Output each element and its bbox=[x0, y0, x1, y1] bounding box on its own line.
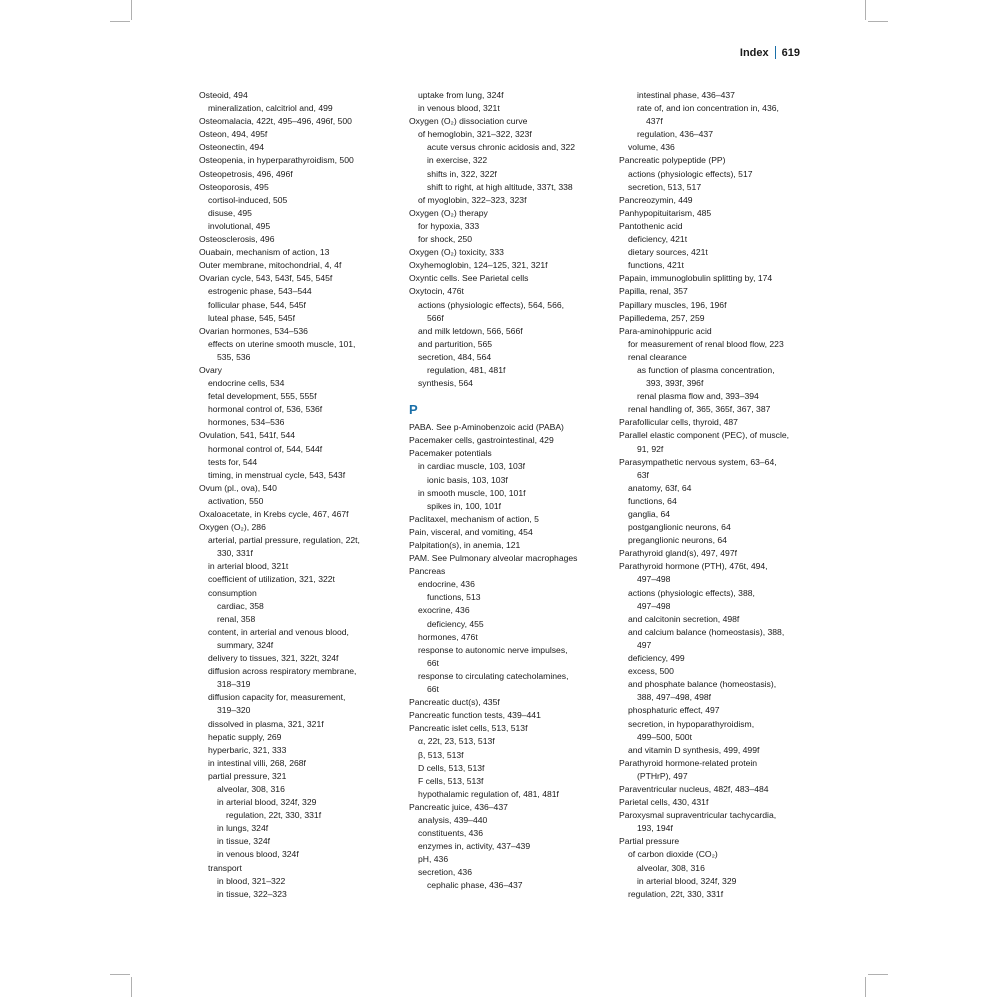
index-entry: PABA. See p-Aminobenzoic acid (PABA) bbox=[409, 422, 564, 433]
index-subentry: 319–320 bbox=[217, 705, 251, 716]
index-entry: Para-aminohippuric acid bbox=[619, 325, 712, 336]
index-subentry: in arterial blood, 321t bbox=[208, 561, 289, 572]
index-entry: Oxygen (O₂) toxicity, 333 bbox=[409, 247, 504, 258]
header-divider bbox=[775, 46, 776, 59]
index-subentry: and calcium balance (homeostasis), 388, bbox=[628, 626, 785, 637]
index-subentry: uptake from lung, 324f bbox=[418, 90, 504, 100]
index-subentry: for shock, 250 bbox=[418, 234, 472, 245]
index-entry: Parathyroid hormone (PTH), 476t, 494, bbox=[619, 561, 768, 572]
index-entry: Palpitation(s), in anemia, 121 bbox=[409, 540, 521, 550]
index-entry: Osteomalacia, 422t, 495–496, 496f, 500 bbox=[199, 116, 352, 127]
index-subentry: synthesis, 564 bbox=[418, 378, 473, 389]
index-entry: Oxyhemoglobin, 124–125, 321, 321f bbox=[409, 260, 548, 271]
crop-mark bbox=[865, 0, 866, 20]
index-subentry: 193, 194f bbox=[637, 823, 673, 834]
index-entry: Oxyntic cells. See Parietal cells bbox=[409, 273, 529, 284]
index-entry: Parafollicular cells, thyroid, 487 bbox=[619, 417, 738, 428]
index-subentry: ganglia, 64 bbox=[628, 509, 671, 519]
index-subentry: response to autonomic nerve impulses, bbox=[418, 644, 568, 655]
index-subentry: in exercise, 322 bbox=[427, 155, 488, 166]
index-subentry: in venous blood, 321t bbox=[418, 103, 500, 114]
index-entry: Osteopenia, in hyperparathyroidism, 500 bbox=[199, 155, 354, 166]
index-subentry: pH, 436 bbox=[418, 854, 449, 865]
index-subentry: estrogenic phase, 543–544 bbox=[208, 286, 312, 297]
index-subentry: cephalic phase, 436–437 bbox=[427, 880, 523, 891]
index-entry: Oxygen (O₂) dissociation curve bbox=[409, 116, 528, 127]
index-entry: Parathyroid gland(s), 497, 497f bbox=[619, 548, 737, 559]
index-subentry: 318–319 bbox=[217, 679, 251, 690]
index-column-1 bbox=[199, 89, 394, 901]
index-entry: Papilledema, 257, 259 bbox=[619, 312, 705, 323]
index-subentry: disuse, 495 bbox=[208, 207, 252, 218]
index-subentry: for measurement of renal blood flow, 223 bbox=[628, 338, 784, 349]
index-subentry: functions, 513 bbox=[427, 592, 481, 603]
index-subentry: shift to right, at high altitude, 337t, 338 bbox=[427, 181, 573, 192]
index-subentry: functions, 421t bbox=[628, 260, 684, 271]
index-entry: Oxygen (O₂) therapy bbox=[409, 207, 488, 218]
index-subentry: renal handling of, 365, 365f, 367, 387 bbox=[628, 404, 771, 415]
index-subentry: regulation, 481, 481f bbox=[427, 364, 506, 375]
index-subentry: timing, in menstrual cycle, 543, 543f bbox=[208, 469, 346, 480]
index-subentry: secretion, 436 bbox=[418, 867, 472, 878]
index-subentry: in tissue, 324f bbox=[217, 836, 271, 847]
index-subentry: 91, 92f bbox=[637, 443, 664, 454]
crop-mark bbox=[110, 21, 130, 22]
index-entry: Parasympathetic nervous system, 63–64, bbox=[619, 456, 777, 467]
index-subentry: D cells, 513, 513f bbox=[418, 762, 485, 773]
index-entry: PAM. See Pulmonary alveolar macrophages bbox=[409, 553, 578, 564]
index-subentry: tests for, 544 bbox=[208, 456, 258, 467]
index-subentry: hormonal control of, 536, 536f bbox=[208, 404, 323, 415]
index-column-2 bbox=[409, 89, 604, 893]
index-entry: Osteopetrosis, 496, 496f bbox=[199, 168, 293, 179]
index-subentry: in smooth muscle, 100, 101f bbox=[418, 487, 526, 498]
index-entry: Pancreatic juice, 436–437 bbox=[409, 801, 508, 812]
section-letter: P bbox=[409, 402, 418, 418]
index-entry: Pancreatic function tests, 439–441 bbox=[409, 710, 541, 721]
index-subentry: β, 513, 513f bbox=[418, 749, 464, 760]
index-entry: Papillary muscles, 196, 196f bbox=[619, 299, 727, 310]
index-entry: Ovarian hormones, 534–536 bbox=[199, 325, 308, 336]
index-entry: Osteoporosis, 495 bbox=[199, 181, 269, 192]
index-subentry: 330, 331f bbox=[217, 548, 253, 559]
index-subentry: hormones, 534–536 bbox=[208, 417, 285, 428]
index-subentry: and parturition, 565 bbox=[418, 338, 493, 349]
index-subentry: cortisol-induced, 505 bbox=[208, 194, 288, 205]
index-subentry: (PTHrP), 497 bbox=[637, 770, 688, 781]
index-subentry: 66t bbox=[427, 684, 439, 695]
index-entry: Pantothenic acid bbox=[619, 220, 683, 231]
index-subentry: phosphaturic effect, 497 bbox=[628, 705, 720, 716]
index-subentry: activation, 550 bbox=[208, 495, 264, 506]
index-subentry: 63f bbox=[637, 469, 649, 480]
index-subentry: analysis, 439–440 bbox=[418, 814, 488, 825]
index-subentry: actions (physiologic effects), 564, 566, bbox=[418, 299, 565, 310]
index-subentry: α, 22t, 23, 513, 513f bbox=[418, 736, 495, 747]
index-subentry: actions (physiologic effects), 388, bbox=[628, 587, 755, 598]
index-subentry: in intestinal villi, 268, 268f bbox=[208, 757, 306, 768]
index-subentry: renal, 358 bbox=[217, 613, 256, 624]
index-subentry: deficiency, 499 bbox=[628, 653, 685, 664]
index-entry: Outer membrane, mitochondrial, 4, 4f bbox=[199, 260, 342, 271]
index-entry: Pancreatic islet cells, 513, 513f bbox=[409, 723, 528, 734]
index-entry: Osteon, 494, 495f bbox=[199, 129, 268, 140]
index-entry: Panhypopituitarism, 485 bbox=[619, 207, 712, 218]
index-subentry: as function of plasma concentration, bbox=[637, 364, 775, 375]
index-subentry: hypothalamic regulation of, 481, 481f bbox=[418, 788, 559, 799]
index-subentry: renal clearance bbox=[628, 351, 687, 362]
index-entry: Ovum (pl., ova), 540 bbox=[199, 482, 277, 493]
index-subentry: coefficient of utilization, 321, 322t bbox=[208, 574, 335, 585]
index-subentry: deficiency, 421t bbox=[628, 234, 688, 245]
index-subentry: endocrine cells, 534 bbox=[208, 378, 285, 389]
index-column-3 bbox=[619, 89, 814, 901]
index-entry: Paclitaxel, mechanism of action, 5 bbox=[409, 513, 539, 524]
index-entry: Ouabain, mechanism of action, 13 bbox=[199, 247, 330, 258]
index-subentry: of myoglobin, 322–323, 323f bbox=[418, 194, 527, 205]
index-subentry: diffusion across respiratory membrane, bbox=[208, 666, 357, 677]
index-entry: Papain, immunoglobulin splitting by, 174 bbox=[619, 273, 773, 284]
page-number: 619 bbox=[781, 46, 800, 59]
index-subentry: 499–500, 500t bbox=[637, 731, 692, 742]
crop-mark bbox=[131, 977, 132, 997]
index-entry: Pancreozymin, 449 bbox=[619, 194, 693, 205]
index-subentry: acute versus chronic acidosis and, 322 bbox=[427, 142, 576, 153]
index-subentry: 497 bbox=[637, 639, 652, 650]
index-subentry: cardiac, 358 bbox=[217, 600, 264, 611]
index-subentry: of carbon dioxide (CO₂) bbox=[628, 849, 718, 860]
index-subentry: response to circulating catecholamines, bbox=[418, 670, 569, 681]
index-entry: Oxaloacetate, in Krebs cycle, 467, 467f bbox=[199, 509, 349, 519]
index-entry: Osteosclerosis, 496 bbox=[199, 234, 275, 245]
index-subentry: and vitamin D synthesis, 499, 499f bbox=[628, 744, 760, 755]
index-subentry: 497–498 bbox=[637, 574, 671, 585]
index-subentry: preganglionic neurons, 64 bbox=[628, 535, 727, 546]
index-subentry: secretion, in hypoparathyroidism, bbox=[628, 718, 755, 729]
index-subentry: spikes in, 100, 101f bbox=[427, 500, 502, 511]
index-entry: Osteoid, 494 bbox=[199, 90, 248, 100]
index-entry: Parallel elastic component (PEC), of muscle, bbox=[619, 430, 790, 441]
index-entry: Osteonectin, 494 bbox=[199, 142, 264, 153]
index-entry: Pancreatic polypeptide (PP) bbox=[619, 155, 726, 166]
index-entry: Ovarian cycle, 543, 543f, 545, 545f bbox=[199, 273, 333, 284]
index-subentry: rate of, and ion concentration in, 436, bbox=[637, 103, 779, 114]
index-subentry: hyperbaric, 321, 333 bbox=[208, 744, 287, 755]
crop-mark bbox=[868, 21, 888, 22]
index-subentry: in cardiac muscle, 103, 103f bbox=[418, 461, 526, 472]
index-entry: Oxygen (O₂), 286 bbox=[199, 522, 266, 533]
index-subentry: endocrine, 436 bbox=[418, 579, 475, 590]
crop-mark bbox=[131, 0, 132, 20]
index-subentry: arterial, partial pressure, regulation, 22t, bbox=[208, 535, 360, 546]
index-entry: Paroxysmal supraventricular tachycardia, bbox=[619, 810, 777, 821]
header-section: Index bbox=[739, 46, 769, 59]
index-subentry: transport bbox=[208, 862, 242, 873]
index-subentry: consumption bbox=[208, 587, 257, 598]
index-subentry: and milk letdown, 566, 566f bbox=[418, 325, 523, 336]
index-subentry: mineralization, calcitriol and, 499 bbox=[208, 103, 333, 114]
index-subentry: renal plasma flow and, 393–394 bbox=[637, 391, 759, 402]
index-subentry: follicular phase, 544, 545f bbox=[208, 299, 306, 310]
index-subentry: hormones, 476t bbox=[418, 631, 478, 642]
index-subentry: in arterial blood, 324f, 329 bbox=[217, 797, 317, 808]
index-entry: Papilla, renal, 357 bbox=[619, 286, 688, 297]
index-subentry: summary, 324f bbox=[217, 639, 274, 650]
index-subentry: 437f bbox=[646, 116, 663, 127]
index-subentry: fetal development, 555, 555f bbox=[208, 391, 317, 402]
running-header bbox=[740, 46, 800, 59]
index-subentry: 566f bbox=[427, 312, 444, 323]
index-subentry: delivery to tissues, 321, 322t, 324f bbox=[208, 653, 339, 664]
index-entry: Pain, visceral, and vomiting, 454 bbox=[409, 526, 533, 537]
index-entry: Oxytocin, 476t bbox=[409, 286, 464, 297]
index-subentry: volume, 436 bbox=[628, 142, 675, 153]
index-subentry: secretion, 513, 517 bbox=[628, 181, 702, 192]
crop-mark bbox=[865, 977, 866, 997]
index-subentry: regulation, 22t, 330, 331f bbox=[226, 810, 322, 821]
index-entry: Parathyroid hormone-related protein bbox=[619, 757, 758, 768]
index-entry: Ovulation, 541, 541f, 544 bbox=[199, 430, 296, 441]
index-subentry: 66t bbox=[427, 657, 439, 668]
index-subentry: in tissue, 322–323 bbox=[217, 888, 287, 899]
index-subentry: in arterial blood, 324f, 329 bbox=[637, 875, 737, 886]
index-entry: Paraventricular nucleus, 482f, 483–484 bbox=[619, 783, 769, 794]
index-subentry: F cells, 513, 513f bbox=[418, 775, 484, 786]
index-subentry: shifts in, 322, 322f bbox=[427, 168, 497, 179]
index-subentry: hormonal control of, 544, 544f bbox=[208, 443, 323, 454]
index-entry: Ovary bbox=[199, 364, 222, 375]
index-entry: Pacemaker potentials bbox=[409, 448, 492, 459]
index-subentry: 535, 536 bbox=[217, 351, 251, 362]
index-subentry: 388, 497–498, 498f bbox=[637, 692, 712, 703]
index-entry: Pancreatic duct(s), 435f bbox=[409, 697, 500, 708]
index-subentry: exocrine, 436 bbox=[418, 605, 470, 616]
index-subentry: excess, 500 bbox=[628, 666, 674, 677]
index-subentry: in lungs, 324f bbox=[217, 823, 269, 834]
index-subentry: partial pressure, 321 bbox=[208, 770, 287, 781]
index-subentry: regulation, 22t, 330, 331f bbox=[628, 888, 724, 899]
index-subentry: content, in arterial and venous blood, bbox=[208, 626, 349, 637]
index-subentry: effects on uterine smooth muscle, 101, bbox=[208, 338, 356, 349]
index-subentry: and phosphate balance (homeostasis), bbox=[628, 679, 777, 690]
crop-mark bbox=[110, 974, 130, 975]
index-subentry: regulation, 436–437 bbox=[637, 129, 713, 140]
index-entry: Pancreas bbox=[409, 566, 446, 577]
index-subentry: in blood, 321–322 bbox=[217, 875, 286, 886]
index-subentry: dissolved in plasma, 321, 321f bbox=[208, 718, 324, 729]
index-subentry: and calcitonin secretion, 498f bbox=[628, 613, 740, 624]
index-subentry: dietary sources, 421t bbox=[628, 247, 708, 258]
index-subentry: anatomy, 63f, 64 bbox=[628, 482, 692, 493]
index-subentry: hepatic supply, 269 bbox=[208, 731, 282, 742]
index-subentry: actions (physiologic effects), 517 bbox=[628, 168, 753, 179]
index-subentry: enzymes in, activity, 437–439 bbox=[418, 841, 531, 852]
index-subentry: intestinal phase, 436–437 bbox=[637, 90, 735, 100]
index-subentry: luteal phase, 545, 545f bbox=[208, 312, 295, 323]
index-subentry: 393, 393f, 396f bbox=[646, 378, 704, 389]
index-subentry: deficiency, 455 bbox=[427, 618, 484, 629]
index-subentry: ionic basis, 103, 103f bbox=[427, 474, 508, 485]
index-subentry: for hypoxia, 333 bbox=[418, 220, 480, 231]
index-entry: Pacemaker cells, gastrointestinal, 429 bbox=[409, 435, 554, 446]
index-subentry: involutional, 495 bbox=[208, 220, 271, 231]
index-subentry: diffusion capacity for, measurement, bbox=[208, 692, 346, 703]
index-subentry: alveolar, 308, 316 bbox=[637, 862, 705, 873]
index-subentry: of hemoglobin, 321–322, 323f bbox=[418, 129, 532, 140]
index-entry: Partial pressure bbox=[619, 836, 680, 847]
index-subentry: secretion, 484, 564 bbox=[418, 351, 492, 362]
index-subentry: postganglionic neurons, 64 bbox=[628, 522, 731, 533]
crop-mark bbox=[868, 974, 888, 975]
index-subentry: in venous blood, 324f bbox=[217, 849, 299, 860]
index-subentry: constituents, 436 bbox=[418, 828, 483, 839]
index-subentry: alveolar, 308, 316 bbox=[217, 783, 285, 794]
index-subentry: 497–498 bbox=[637, 600, 671, 611]
index-subentry: functions, 64 bbox=[628, 495, 677, 506]
index-entry: Parietal cells, 430, 431f bbox=[619, 797, 709, 808]
